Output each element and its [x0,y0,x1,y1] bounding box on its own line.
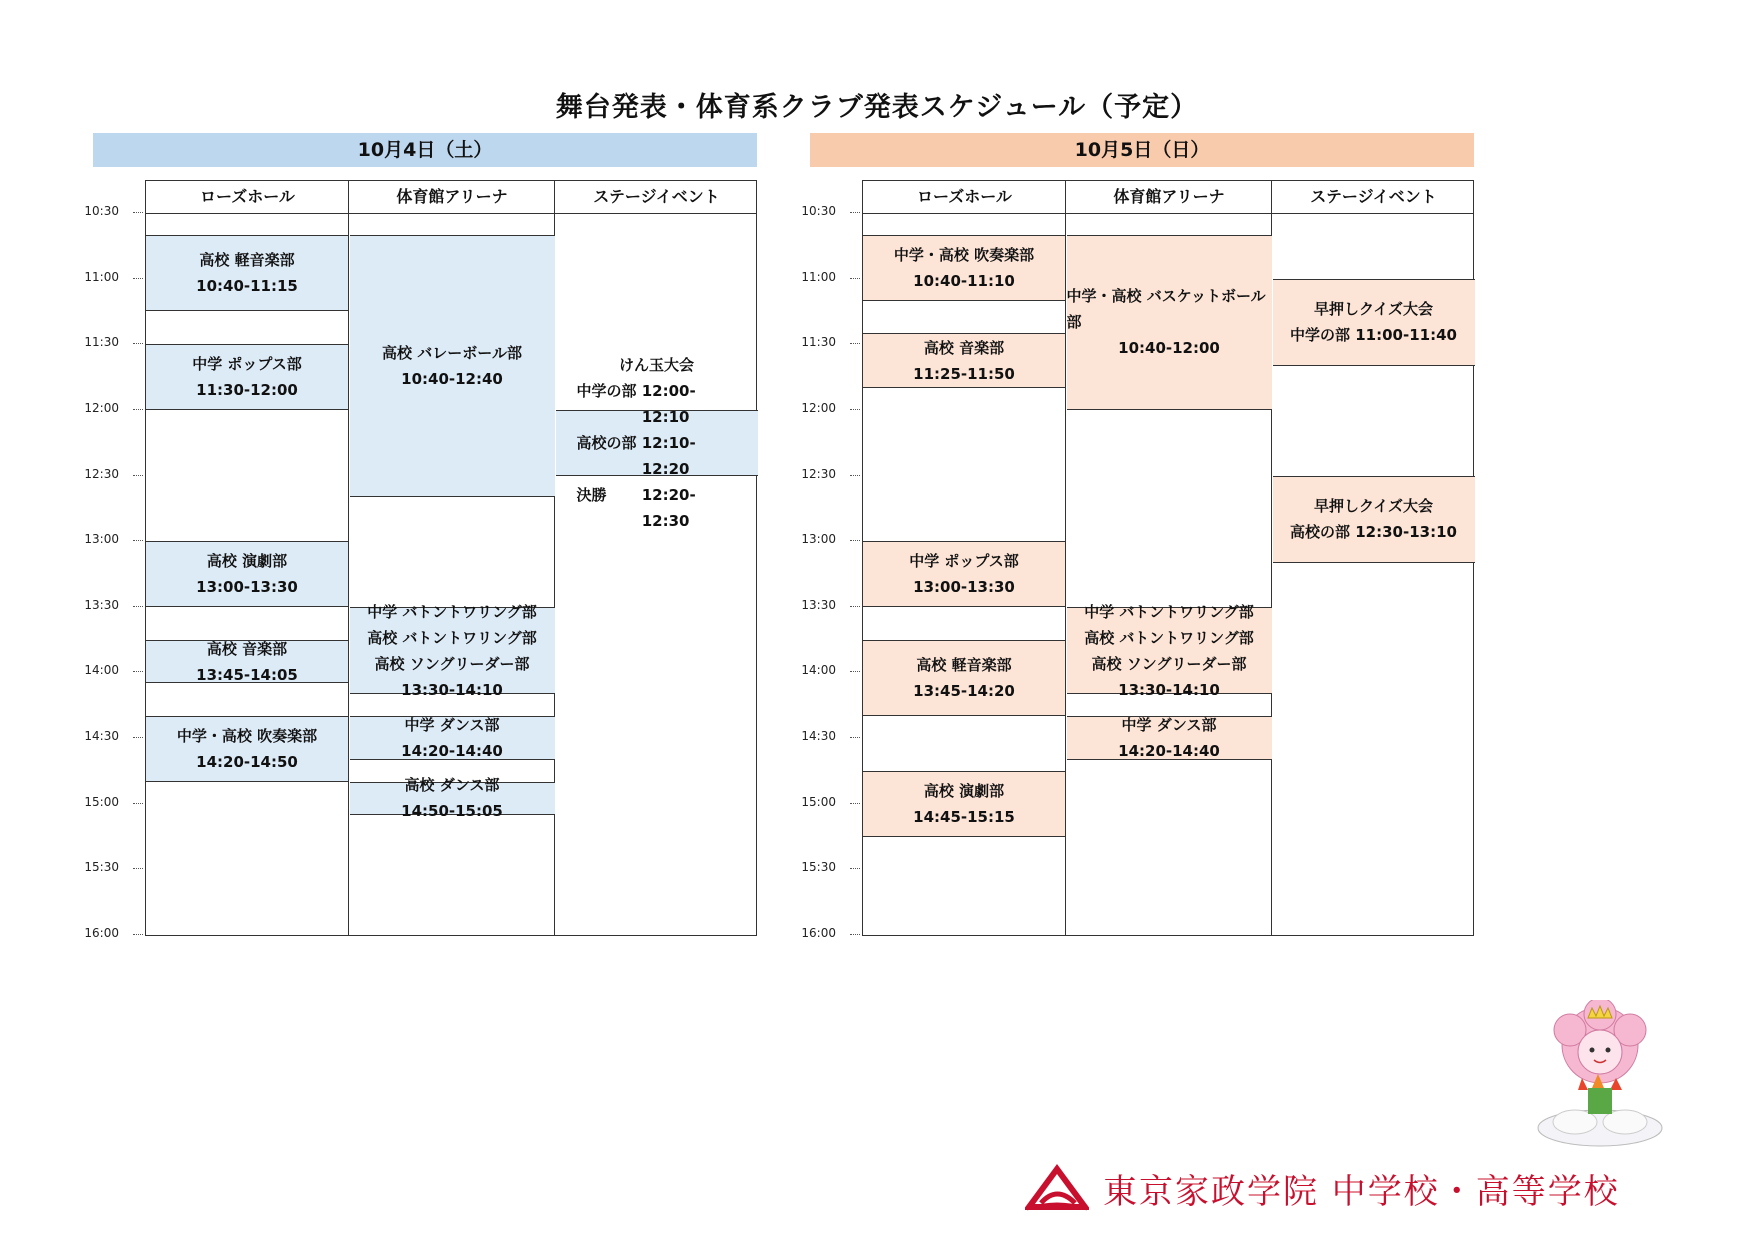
event-text: 高校 音楽部 [206,639,288,658]
time-tick [850,803,860,804]
time-label: 14:30 [801,729,836,744]
event-text: 高校の部 12:30-13:10 [1290,523,1457,542]
time-label: 16:00 [84,926,119,940]
event-text: 高校 バトントワリング部 [1084,628,1254,647]
time-tick [850,934,860,935]
time-tick [850,606,860,607]
time-tick [850,540,860,541]
column-header-1: 体育館アリーナ [1113,187,1225,206]
school-emblem-icon [1025,1163,1089,1213]
time-label: 13:00 [84,532,119,547]
event-text: 中学 バトントワリング部 [367,602,537,621]
event-text: 高校 演劇部 [923,781,1005,800]
time-label: 11:30 [801,335,836,350]
time-label: 13:30 [84,597,119,612]
event-text: 10:40-11:15 [196,277,298,296]
event-sub-label: 決勝 [576,485,607,504]
event-text: 14:20-14:40 [401,742,503,761]
time-label: 14:00 [801,663,836,678]
time-label: 11:00 [84,269,119,284]
time-tick [850,671,860,672]
day2-date-banner: 10月5日（日） [810,133,1474,167]
column-header-0: ローズホール [917,187,1012,206]
event-text: 13:30-14:10 [1118,680,1220,699]
event-text: 11:25-11:50 [913,364,1015,383]
event-text: 13:45-14:20 [913,681,1015,700]
time-label: 13:00 [801,532,836,547]
event-sub-time: 12:10-12:20 [641,433,696,478]
day2-timetable [862,180,1474,936]
event-sub-time: 12:20-12:30 [641,485,696,530]
time-tick [850,278,860,279]
event-block [863,640,1065,717]
time-label: 15:00 [801,794,836,809]
event-text: 高校 ソングリーダー部 [374,654,530,673]
event-text: 高校 ダンス部 [404,776,500,795]
event-text: 高校 軽音楽部 [199,251,295,270]
event-block [863,771,1065,837]
event-text: 中学・高校 バスケットボール部 [1066,287,1266,332]
time-label: 11:30 [84,335,119,350]
event-text: 14:50-15:05 [401,802,503,821]
event-text: けん玉大会 [618,355,694,374]
time-label: 15:00 [84,794,119,809]
page-title: 舞台発表・体育系クラブ発表スケジュール（予定） [555,92,1199,123]
time-label: 12:30 [84,466,119,481]
school-name: 東京家政学院 中学校・高等学校 [1103,1171,1620,1212]
column-header-0: ローズホール [200,187,295,206]
time-tick [850,343,860,344]
event-text: 高校 バレーボール部 [382,344,522,363]
time-tick [850,212,860,213]
time-label: 12:30 [801,466,836,481]
time-label: 10:30 [84,204,119,218]
event-text: 高校 演劇部 [206,551,288,570]
event-text: 10:40-12:00 [1118,339,1220,358]
school-logo [1025,1158,1655,1218]
event-text: 高校 軽音楽部 [916,655,1012,674]
event-text: 13:00-13:30 [913,577,1015,596]
time-tick [850,409,860,410]
event-text: 13:30-14:10 [401,680,503,699]
time-label: 13:30 [801,597,836,612]
event-sub-label: 中学の部 [576,381,637,400]
event-text: 中学 ポップス部 [909,551,1019,570]
flower-mascot-image [1530,1000,1670,1150]
day1-date-banner: 10月4日（土） [93,133,757,167]
event-block [1067,602,1272,699]
event-text: 中学 ポップス部 [192,355,302,374]
time-tick [850,868,860,869]
time-label: 16:00 [801,926,836,940]
event-text: 11:30-12:00 [196,381,298,400]
event-text: 中学 バトントワリング部 [1084,602,1254,621]
event-sub-time: 12:00-12:10 [641,381,696,426]
time-label: 15:30 [801,860,836,875]
time-label: 14:30 [84,729,119,744]
event-text: 早押しクイズ大会 [1313,497,1434,516]
event-text: 10:40-12:40 [401,370,503,389]
event-text: 高校 ソングリーダー部 [1091,654,1247,673]
event-text: 13:00-13:30 [196,577,298,596]
time-label: 10:30 [801,204,836,218]
event-block [863,333,1065,388]
event-text: 中学 ダンス部 [404,716,500,735]
event-block [1067,716,1272,760]
event-block [1273,476,1475,564]
column-header-1: 体育館アリーナ [396,187,508,206]
time-label: 12:00 [801,400,836,415]
event-text: 10:40-11:10 [913,271,1015,290]
time-label: 12:00 [84,400,119,415]
event-text: 14:20-14:40 [1118,742,1220,761]
event-text: 高校 バトントワリング部 [367,628,537,647]
event-block [863,541,1065,607]
event-block [1273,279,1475,367]
event-text: 早押しクイズ大会 [1313,300,1434,319]
time-label: 11:00 [801,269,836,284]
time-label: 15:30 [84,860,119,875]
column-header-2: ステージイベント [1310,187,1437,206]
event-text: 14:20-14:50 [196,753,298,772]
event-block [1067,235,1272,410]
event-block [863,235,1065,301]
event-sub-label: 高校の部 [576,433,637,452]
event-text: 中学の部 11:00-11:40 [1290,326,1457,345]
event-text: 高校 音楽部 [923,338,1005,357]
time-tick [850,475,860,476]
event-text: 中学・高校 吹奏楽部 [176,727,318,746]
time-tick [850,737,860,738]
time-label: 14:00 [84,663,119,678]
event-text: 中学・高校 吹奏楽部 [893,245,1035,264]
column-header-2: ステージイベント [593,187,720,206]
event-text: 14:45-15:15 [913,807,1015,826]
event-text: 13:45-14:05 [196,665,298,684]
event-text: 中学 ダンス部 [1121,716,1217,735]
